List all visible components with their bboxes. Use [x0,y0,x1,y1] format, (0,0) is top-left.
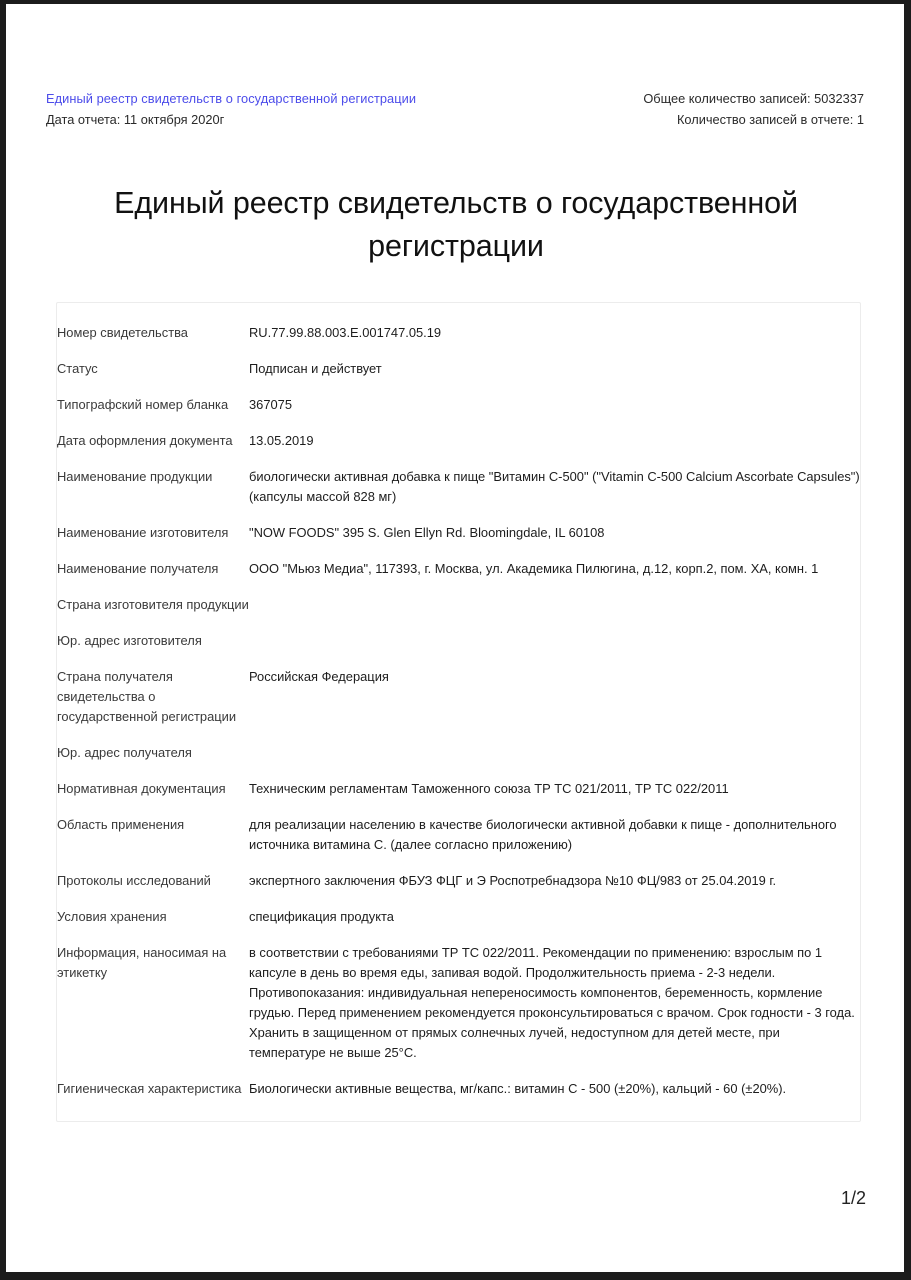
table-row [57,1071,860,1107]
table-row [57,659,860,735]
field-value: биологически активная добавка к пище "Витамин С-500" ("Vitamin C-500 Calcium Ascorbate Capsules") (капсулы массой 828 мг) [249,469,860,504]
document-sheet [6,4,904,1272]
field-label: Наименование продукции [57,469,213,484]
field-value: 367075 [249,397,293,412]
field-label: Номер свидетельства [57,325,188,340]
field-value: Подписан и действует [249,361,382,376]
field-value: ООО "Мьюз Медиа", 117393, г. Москва, ул. Академика Пилюгина, д.12, корп.2, пом. ХА, комн. 1 [249,561,819,576]
field-value: для реализации населению в качестве биологически активной добавки к пище - дополнительного источника витамина С. (далее согласно приложению) [249,817,837,852]
table-row [57,623,860,659]
field-label: Наименование изготовителя [57,525,229,540]
table-row [57,551,860,587]
table-row [57,735,860,771]
field-label: Информация, наносимая на этикетку [57,945,227,980]
field-value [249,587,860,623]
field-label: Дата оформления документа [57,433,233,448]
table-row [57,459,860,515]
report-header [6,88,904,130]
registry-link[interactable]: Единый реестр свидетельств о государственной регистрации [46,91,417,106]
page-title: Единый реестр свидетельств о государственной регистрации [114,186,798,263]
certificate-record-card [56,302,861,1122]
field-value [249,735,860,771]
field-label: Типографский номер бланка [57,397,229,412]
field-value: экспертного заключения ФБУЗ ФЦГ и Э Роспотребнадзора №10 ФЦ/983 от 25.04.2019 г. [249,873,777,888]
field-label: Статус [57,361,98,376]
table-row [57,899,860,935]
certificate-fields-table [57,315,860,1107]
field-label: Страна изготовителя продукции [57,597,249,612]
field-value: спецификация продукта [249,909,394,924]
records-in-report-count: Количество записей в отчете: 1 [676,112,864,127]
table-row [57,351,860,387]
field-label: Гигиеническая характеристика [57,1081,242,1096]
field-value: Техническим регламентам Таможенного союза ТР ТС 021/2011, ТР ТС 022/2011 [249,781,729,796]
field-value: RU.77.99.88.003.Е.001747.05.19 [249,325,442,340]
field-value [249,623,860,659]
table-row [57,807,860,863]
field-label: Область применения [57,817,185,832]
field-value: Биологически активные вещества, мг/капс.: витамин С - 500 (±20%), кальций - 60 (±20%). [249,1081,787,1096]
field-label: Юр. адрес получателя [57,745,192,760]
field-label: Протоколы исследований [57,873,211,888]
table-row [57,515,860,551]
report-date: Дата отчета: 11 октября 2020г [46,112,225,127]
report-header-right [643,88,864,130]
report-header-left [46,88,416,130]
field-value: "NOW FOODS" 395 S. Glen Ellyn Rd. Bloomingdale, IL 60108 [249,525,605,540]
field-label: Наименование получателя [57,561,219,576]
table-row [57,587,860,623]
field-value: 13.05.2019 [249,433,314,448]
table-row [57,771,860,807]
field-label: Условия хранения [57,909,167,924]
total-records-count: Общее количество записей: 5032337 [643,91,864,106]
table-row [57,863,860,899]
field-label: Юр. адрес изготовителя [57,633,202,648]
page-indicator: 1/2 [840,1188,866,1208]
table-row [57,935,860,1071]
field-value: в соответствии с требованиями ТР ТС 022/2011. Рекомендации по применению: взрослым по 1 капсуле в день во время еды, запивая водой. Продолжительность приема - 2-3 недели. Противопоказания: индивидуальная непереносимость компонентов, беременность, кормление грудью. Перед применением рекомендуется проконсультироваться с врачом. Срок годности - 3 года. Хранить в защищенном от прямых солнечных лучей, недоступном для детей месте, при температуре не выше 25°С. [249,945,855,1060]
table-row [57,387,860,423]
table-row [57,315,860,351]
certificate-fields-body [57,315,860,1107]
field-value: Российская Федерация [249,669,389,684]
field-label: Страна получателя свидетельства о государственной регистрации [57,669,237,724]
table-row [57,423,860,459]
field-label: Нормативная документация [57,781,226,796]
